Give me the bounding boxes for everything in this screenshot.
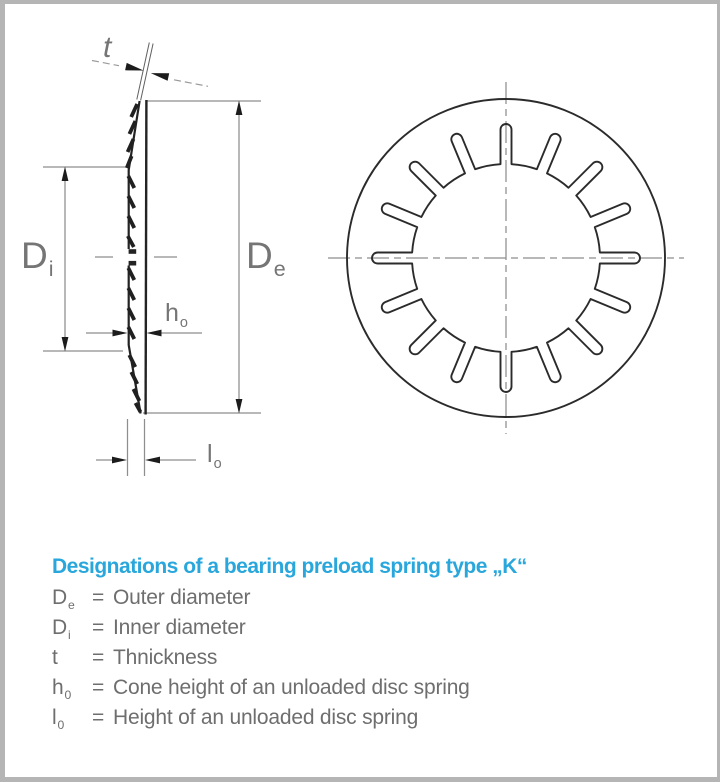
legend-description: Thnickness bbox=[113, 646, 218, 669]
legend bbox=[52, 586, 470, 736]
di-arrow-up bbox=[62, 167, 69, 182]
legend-description: Height of an unloaded disc spring bbox=[113, 706, 419, 729]
profile-center-tooth-upper bbox=[129, 249, 137, 254]
t-dim-line-right bbox=[174, 80, 208, 87]
legend-description: Inner diameter bbox=[113, 616, 246, 639]
profile-center-tooth-lower bbox=[129, 261, 137, 266]
equals-sign: = bbox=[92, 676, 105, 699]
legend-symbol: t bbox=[52, 646, 58, 669]
caption-title: Designations of a bearing preload spring type „K“ bbox=[52, 555, 527, 578]
legend-symbol: $D_i$ bbox=[52, 616, 71, 642]
dim-label-cone-height bbox=[165, 299, 188, 331]
t-arrow-left bbox=[125, 63, 143, 71]
equals-sign: = bbox=[92, 646, 105, 669]
cone-height-symbol: h bbox=[165, 299, 179, 327]
serration-tooth-mark bbox=[129, 355, 135, 367]
legend-row-overall-height bbox=[52, 706, 470, 736]
legend-row-outer-diameter bbox=[52, 586, 470, 616]
legend-row-inner-diameter bbox=[52, 616, 470, 646]
serration-tooth-mark bbox=[133, 389, 139, 401]
ho-arrow-right bbox=[147, 330, 162, 337]
legend-row-cone-height bbox=[52, 676, 470, 706]
serration-tooth-mark bbox=[131, 372, 137, 384]
lo-arrow-right bbox=[145, 457, 160, 464]
side-view bbox=[43, 43, 261, 477]
cone-height-subscript: o bbox=[179, 314, 188, 331]
de-arrow-up bbox=[236, 101, 243, 116]
dim-label-outer-diameter bbox=[246, 235, 286, 282]
equals-sign: = bbox=[92, 616, 105, 639]
de-arrow-down bbox=[236, 399, 243, 414]
legend-symbol: $l_0$ bbox=[52, 706, 65, 732]
serration-tooth-mark bbox=[127, 156, 132, 168]
t-arrow-right bbox=[151, 73, 169, 81]
di-arrow-down bbox=[62, 337, 69, 352]
dim-label-thickness bbox=[103, 33, 111, 63]
inner-diameter-subscript: i bbox=[48, 257, 54, 282]
equals-sign: = bbox=[92, 706, 105, 729]
inner-diameter-symbol: D bbox=[21, 235, 48, 276]
legend-row-thickness bbox=[52, 646, 470, 676]
outer-diameter-subscript: e bbox=[273, 257, 286, 282]
legend-symbol: $D_e$ bbox=[52, 586, 75, 612]
overall-height-subscript: o bbox=[213, 455, 222, 472]
legend-description: Outer diameter bbox=[113, 586, 251, 609]
legend-description: Cone height of an unloaded disc spring bbox=[113, 676, 470, 699]
lo-arrow-left bbox=[112, 457, 127, 464]
ho-arrow-left bbox=[113, 330, 128, 337]
dim-label-inner-diameter bbox=[21, 235, 54, 282]
overall-height-symbol: l bbox=[207, 440, 213, 468]
thickness-symbol: t bbox=[103, 31, 112, 64]
equals-sign: = bbox=[92, 586, 105, 609]
front-view bbox=[328, 82, 684, 434]
profile-serration-teeth bbox=[127, 104, 141, 412]
dim-label-overall-height bbox=[207, 440, 222, 472]
outer-diameter-symbol: D bbox=[246, 235, 273, 276]
profile-outer-face bbox=[146, 100, 147, 415]
legend-symbol: $h_0$ bbox=[52, 676, 72, 702]
